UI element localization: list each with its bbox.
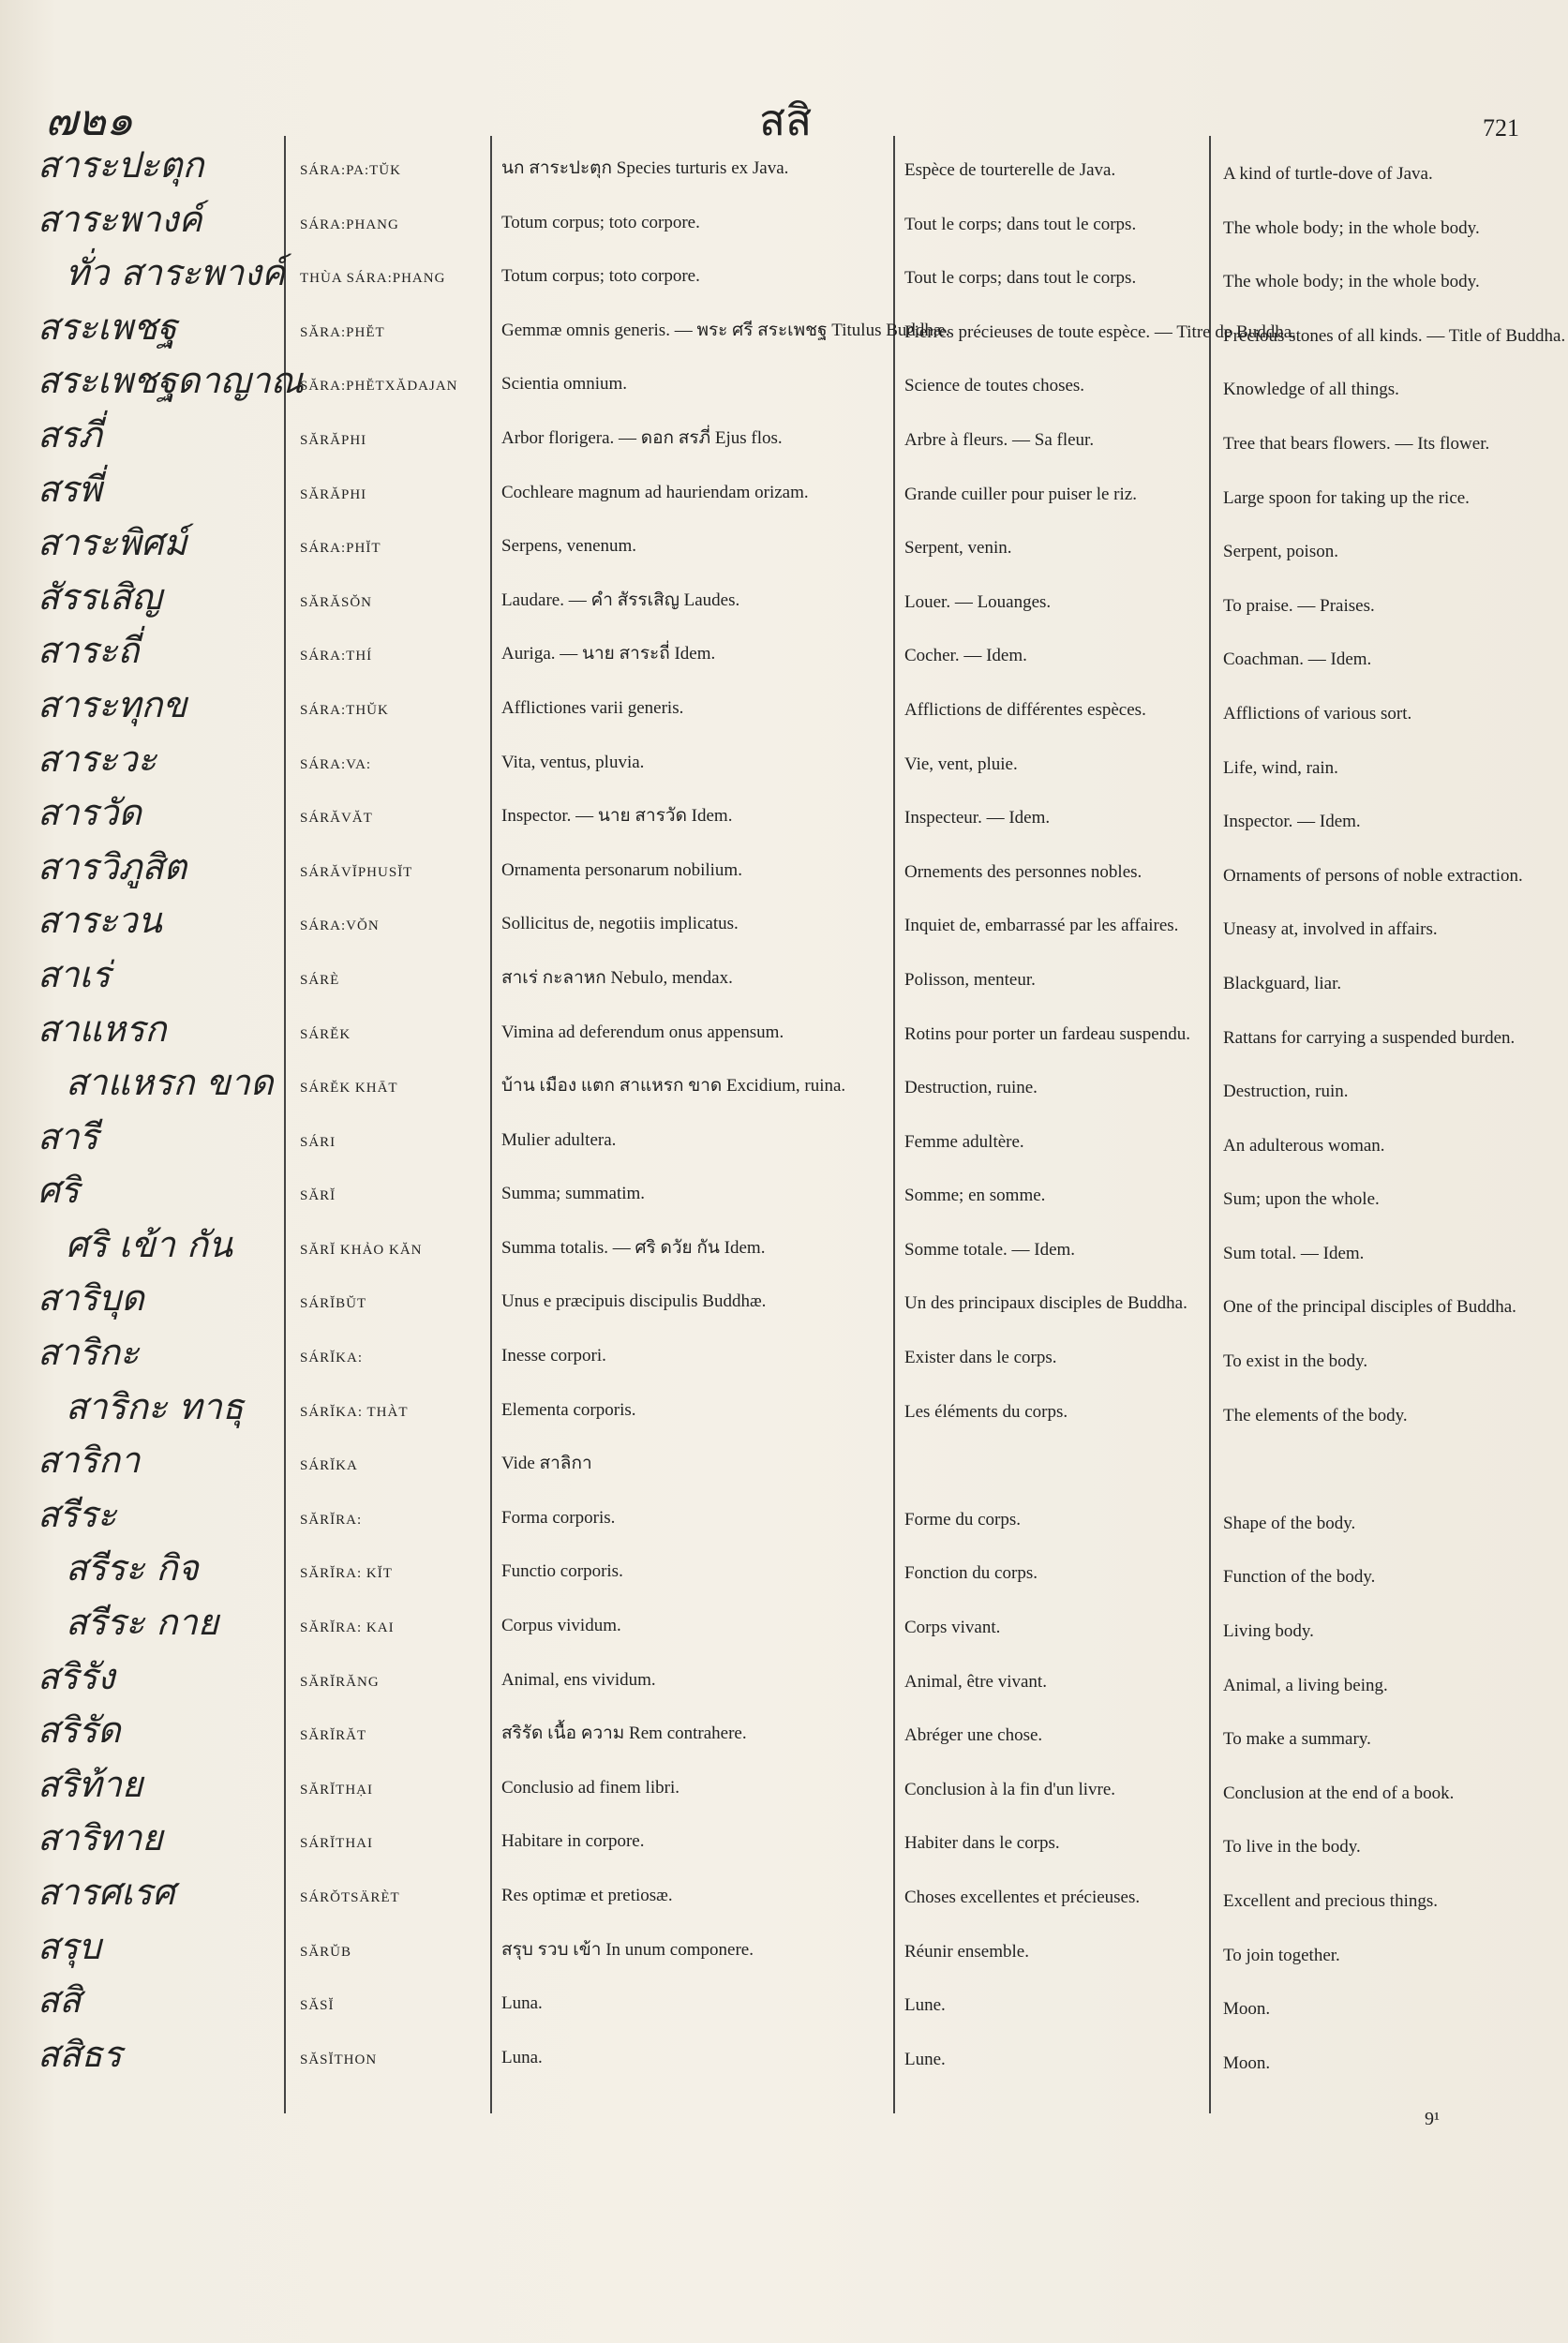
entry-row <box>0 250 1568 305</box>
entry-transliteration: SÁRĬBŬT <box>300 1296 367 1312</box>
entry-transliteration: SĂRĬ KHẢO KĂN <box>300 1242 423 1258</box>
entry-row <box>0 1870 1568 1924</box>
entry-english: Sum total. — Idem. <box>1223 1243 1365 1263</box>
entry-english: Moon. <box>1223 2052 1271 2073</box>
entry-transliteration: SĂRŬB <box>300 1944 352 1960</box>
entry-transliteration: SĂRĬRA: KĬT <box>300 1566 393 1582</box>
entry-english: Large spoon for taking up the rice. <box>1223 487 1470 508</box>
entry-headword: สรุบ <box>37 1925 101 1967</box>
entry-row <box>0 628 1568 682</box>
entry-transliteration: SĂRĂSŎN <box>300 594 373 610</box>
entry-english: Living body. <box>1223 1621 1314 1642</box>
entry-french: Lune. <box>904 2049 946 2069</box>
entry-french: Abréger une chose. <box>904 1725 1043 1746</box>
entry-list <box>0 142 1568 2085</box>
entry-english: Life, wind, rain. <box>1223 757 1338 778</box>
entry-headword: สาแหรก <box>37 1007 167 1050</box>
entry-latin: สรุบ รวบ เข้า In unum componere. <box>501 1939 754 1960</box>
entry-english: Afflictions of various sort. <box>1223 703 1412 724</box>
entry-transliteration: SÁRĬKA: THÀT <box>300 1404 409 1420</box>
entry-english: Conclusion at the end of a book. <box>1223 1783 1455 1803</box>
entry-transliteration: SÁRĔK KHĀT <box>300 1081 398 1097</box>
entry-english: To praise. — Praises. <box>1223 595 1375 616</box>
entry-transliteration: SÁRĂVĂT <box>300 811 373 827</box>
entry-transliteration: SÁRA:VŎN <box>300 918 380 934</box>
entry-row <box>0 790 1568 844</box>
entry-french: Louer. — Louanges. <box>904 591 1052 612</box>
entry-transliteration: SÁRA:THÍ <box>300 649 373 664</box>
entry-transliteration: SÁRĬKA <box>300 1458 358 1474</box>
entry-latin: Inspector. — นาย สารวัด Idem. <box>501 806 733 827</box>
entry-french: Somme totale. — Idem. <box>904 1239 1076 1260</box>
entry-latin: Habitare in corpore. <box>501 1831 645 1852</box>
entry-headword: สริรัง <box>37 1655 115 1697</box>
entry-french: Afflictions de différentes espèces. <box>904 699 1146 720</box>
entry-french: Pierres précieuses de toute espèce. — Titre de Buddha. <box>904 321 1296 342</box>
entry-headword: สสิธร <box>37 2033 122 2075</box>
entry-transliteration: SÁRA:PHĬT <box>300 541 381 557</box>
entry-english: To join together. <box>1223 1945 1340 1965</box>
entry-latin: Res optimæ et pretiosæ. <box>501 1886 673 1905</box>
entry-row <box>0 844 1568 899</box>
entry-latin: Afflictiones varii generis. <box>501 697 684 718</box>
entry-transliteration: SĂSĬTHON <box>300 2052 378 2067</box>
entry-headword: สรีระ กิจ <box>66 1547 199 1589</box>
entry-latin: Summa totalis. — ศริ ดวัย กัน Idem. <box>501 1237 766 1258</box>
entry-latin: Summa; summatim. <box>501 1184 646 1204</box>
entry-row <box>0 1762 1568 1816</box>
entry-french: Inquiet de, embarrassé par les affaires. <box>904 916 1179 936</box>
entry-latin: Sollicitus de, negotiis implicatus. <box>501 914 739 934</box>
entry-french: Fonction du corps. <box>904 1563 1038 1584</box>
entry-english: Inspector. — Idem. <box>1223 812 1361 832</box>
entry-row <box>0 1924 1568 1978</box>
entry-french: Corps vivant. <box>904 1618 1001 1638</box>
entry-row <box>0 1276 1568 1330</box>
entry-english: Excellent and precious things. <box>1223 1891 1438 1911</box>
entry-latin: Inesse corpori. <box>501 1346 606 1366</box>
entry-transliteration: SÁRA:THŬK <box>300 702 389 718</box>
entry-latin: Conclusio ad finem libri. <box>501 1777 679 1798</box>
entry-headword: สารวัด <box>37 792 142 834</box>
entry-latin: Serpens, venenum. <box>501 536 637 557</box>
entry-english: Destruction, ruin. <box>1223 1082 1349 1102</box>
entry-french: Grande cuiller pour puiser le riz. <box>904 484 1137 504</box>
entry-headword: ศริ <box>37 1170 80 1212</box>
entry-transliteration: SĂRĬRA: KAI <box>300 1620 395 1636</box>
entry-transliteration: SĂSĬ <box>300 1998 335 2014</box>
entry-french: Forme du corps. <box>904 1509 1022 1530</box>
entry-headword: สาระปะตุก <box>37 144 204 186</box>
entry-latin: Corpus vividum. <box>501 1616 621 1636</box>
entry-french: Un des principaux disciples de Buddha. <box>904 1293 1187 1314</box>
entry-transliteration: SÁRÈ <box>300 972 340 988</box>
entry-row <box>0 305 1568 359</box>
entry-english: Rattans for carrying a suspended burden. <box>1223 1027 1516 1048</box>
entry-latin: Arbor florigera. — ดอก สรภี่ Ejus flos. <box>501 427 783 448</box>
entry-latin: Ornamenta personarum nobilium. <box>501 859 742 880</box>
entry-french: Choses excellentes et précieuses. <box>904 1888 1141 1907</box>
entry-headword: สาระถี่ <box>37 630 140 672</box>
entry-headword: สระเพชฐ <box>37 306 177 348</box>
entry-transliteration: SÁRA:PA:TŬK <box>300 163 401 178</box>
entry-french: Rotins pour porter un fardeau suspendu. <box>904 1023 1190 1044</box>
entry-row <box>0 197 1568 251</box>
entry-french: Tout le corps; dans tout le corps. <box>904 268 1137 289</box>
entry-row <box>0 1977 1568 2032</box>
entry-french: Habiter dans le corps. <box>904 1833 1060 1854</box>
entry-french: Animal, être vivant. <box>904 1671 1047 1692</box>
entry-english: Blackguard, liar. <box>1223 973 1342 993</box>
entry-english: Coachman. — Idem. <box>1223 649 1372 670</box>
entry-headword: สารวิภูสิต <box>37 845 187 888</box>
entry-french: Réunir ensemble. <box>904 1941 1029 1962</box>
entry-english: To live in the body. <box>1223 1837 1361 1858</box>
entry-row <box>0 737 1568 791</box>
entry-english: Shape of the body. <box>1223 1513 1356 1533</box>
entry-latin: Unus e præcipuis discipulis Buddhæ. <box>501 1291 767 1312</box>
entry-transliteration: SÁRĬKA: <box>300 1351 364 1366</box>
entry-english: A kind of turtle-dove of Java. <box>1223 164 1433 184</box>
entry-latin: Totum corpus; toto corpore. <box>501 266 700 287</box>
entry-french: Polisson, menteur. <box>904 969 1036 990</box>
entry-headword: สาริบุด <box>37 1277 144 1320</box>
entry-latin: Auriga. — นาย สาระถี่ Idem. <box>501 644 716 664</box>
entry-transliteration: SÁRI <box>300 1134 336 1150</box>
entry-english: The elements of the body. <box>1223 1405 1408 1425</box>
entry-latin: Scientia omnium. <box>501 374 628 395</box>
entry-transliteration: SĂRA:PHĔTXĂDAJAN <box>300 379 458 395</box>
entry-transliteration: SÁRĂVĬPHUSĬT <box>300 864 413 880</box>
entry-transliteration: SÁRA:VA: <box>300 756 372 772</box>
entry-headword: สรภี่ <box>37 413 102 455</box>
entry-transliteration: SĂRĬ <box>300 1188 336 1204</box>
entry-transliteration: SĂRĬRĂT <box>300 1728 367 1744</box>
entry-english: Sum; upon the whole. <box>1223 1189 1380 1210</box>
entry-headword: สาริกา <box>37 1440 141 1482</box>
entry-headword: สริรัด <box>37 1709 121 1752</box>
entry-row <box>0 682 1568 737</box>
entry-transliteration: SĂRĬRĂNG <box>300 1674 380 1690</box>
entry-transliteration: SĂRĂPHI <box>300 486 367 502</box>
entry-row <box>0 1492 1568 1546</box>
entry-row <box>0 898 1568 952</box>
entry-row <box>0 358 1568 412</box>
entry-latin: สริรัด เนื้อ ความ Rem contrahere. <box>501 1724 747 1744</box>
entry-latin: Functio corporis. <box>501 1561 623 1582</box>
entry-headword: สาเร่ <box>37 953 111 995</box>
entry-english: Uneasy at, involved in affairs. <box>1223 919 1438 940</box>
entry-transliteration: SÁRA:PHANG <box>300 216 399 232</box>
entry-latin: Vimina ad deferendum onus appensum. <box>501 1022 784 1042</box>
entry-french: Tout le corps; dans tout le corps. <box>904 214 1137 234</box>
entry-french: Femme adultère. <box>904 1131 1024 1152</box>
entry-headword: สารี <box>37 1115 98 1157</box>
entry-latin: Laudare. — คำ สัรรเสิญ Laudes. <box>501 589 740 610</box>
entry-row <box>0 520 1568 575</box>
entry-transliteration: SĂRĬTHẠI <box>300 1782 373 1798</box>
running-head: สสิ <box>759 95 813 145</box>
entry-english: Knowledge of all things. <box>1223 380 1399 400</box>
entry-french: Cocher. — Idem. <box>904 646 1027 666</box>
entry-english: Function of the body. <box>1223 1567 1376 1588</box>
entry-french: Destruction, ruine. <box>904 1078 1038 1098</box>
entry-row <box>0 575 1568 629</box>
entry-english: Tree that bears flowers. — Its flower. <box>1223 433 1490 454</box>
entry-english: Moon. <box>1223 1999 1271 2020</box>
entry-row <box>0 467 1568 521</box>
entry-row <box>0 142 1568 197</box>
entry-french: Conclusion à la fin d'un livre. <box>904 1779 1116 1799</box>
entry-latin: Vide สาลิกา <box>501 1454 592 1474</box>
entry-latin: นก สาระปะตุก Species turturis ex Java. <box>501 158 789 178</box>
entry-row <box>0 1545 1568 1600</box>
entry-headword: สริท้าย <box>37 1763 143 1805</box>
entry-transliteration: SÁRĬTHAI <box>300 1836 373 1852</box>
entry-french: Les éléments du corps. <box>904 1401 1068 1422</box>
entry-latin: Forma corporis. <box>501 1507 616 1528</box>
entry-headword: สาระวะ <box>37 738 157 780</box>
page-number-thai: ๗๒๑ <box>45 95 134 145</box>
entry-english: To exist in the body. <box>1223 1351 1368 1372</box>
entry-latin: สาเร่ กะลาหก Nebulo, mendax. <box>501 967 733 988</box>
entry-row <box>0 1114 1568 1169</box>
entry-english: Animal, a living being. <box>1223 1675 1388 1695</box>
entry-headword: สาระพิศม์ <box>37 522 187 564</box>
entry-english: To make a summary. <box>1223 1729 1371 1750</box>
entry-row <box>0 1330 1568 1384</box>
entry-headword: สัรรเสิญ <box>37 575 162 618</box>
entry-transliteration: SÁRŎTSÄRÈT <box>300 1890 400 1905</box>
entry-french: Somme; en somme. <box>904 1186 1046 1206</box>
entry-row <box>0 1060 1568 1114</box>
entry-headword: สาริทาย <box>37 1817 163 1859</box>
entry-row <box>0 1815 1568 1870</box>
entry-latin: Luna. <box>501 1993 543 2014</box>
entry-english: Precious stones of all kinds. — Title of Buddha. <box>1223 325 1566 346</box>
entry-transliteration: THÙA SÁRA:PHANG <box>300 271 446 287</box>
entry-headword: สารศเรศ <box>37 1872 175 1913</box>
page-number: 721 <box>1483 114 1519 142</box>
entry-latin: Totum corpus; toto corpore. <box>501 212 700 232</box>
entry-headword: ศริ เข้า กัน <box>66 1223 232 1265</box>
entry-french: Lune. <box>904 1995 946 2016</box>
entry-french: Serpent, venin. <box>904 538 1012 559</box>
entry-latin: Animal, ens vividum. <box>501 1669 656 1690</box>
entry-headword: สรีระ กาย <box>66 1602 219 1644</box>
entry-french: Exister dans le corps. <box>904 1348 1057 1368</box>
entry-row <box>0 1600 1568 1654</box>
entry-row <box>0 1384 1568 1439</box>
entry-headword: สาริกะ <box>37 1332 140 1374</box>
entry-row <box>0 1222 1568 1276</box>
entry-transliteration: SĂRĂPHI <box>300 432 367 448</box>
entry-latin: บ้าน เมือง แตก สาแหรก ขาด Excidium, ruina. <box>501 1076 846 1097</box>
signature-mark: 9¹ <box>1425 2109 1440 2129</box>
entry-transliteration: SÁRĔK <box>300 1026 351 1042</box>
entry-latin: Luna. <box>501 2047 543 2067</box>
entry-transliteration: SĂRA:PHĔT <box>300 324 385 340</box>
entry-headword: ทั่ว สาระพางค์ <box>66 252 286 294</box>
entry-headword: สาแหรก ขาด <box>66 1062 274 1104</box>
entry-headword: สาระทุกข <box>37 683 187 725</box>
entry-french: Inspecteur. — Idem. <box>904 808 1051 828</box>
entry-french: Ornements des personnes nobles. <box>904 861 1142 882</box>
entry-french: Espèce de tourterelle de Java. <box>904 160 1116 180</box>
entry-latin: Vita, ventus, pluvia. <box>501 752 645 772</box>
entry-headword: สระเพชฐดาญาณ <box>37 360 304 402</box>
entry-headword: สาริกะ ทาธุ <box>66 1385 245 1427</box>
entry-latin: Cochleare magnum ad hauriendam orizam. <box>501 482 809 502</box>
entry-row <box>0 1007 1568 1061</box>
entry-row <box>0 2032 1568 2086</box>
entry-french: Vie, vent, pluie. <box>904 754 1018 774</box>
entry-latin: Gemmæ omnis generis. — พระ ศรี สระเพชฐ Titulus Buddhæ. <box>501 320 950 340</box>
entry-english: The whole body; in the whole body. <box>1223 272 1480 292</box>
entry-headword: สาระวน <box>37 900 162 942</box>
entry-french: Arbre à fleurs. — Sa fleur. <box>904 429 1095 450</box>
entry-headword: สสิ <box>37 1979 82 2022</box>
entry-french: Science de toutes choses. <box>904 376 1085 396</box>
entry-transliteration: SĂRĬRA: <box>300 1512 363 1528</box>
entry-headword: สรพี่ <box>37 468 102 510</box>
entry-row <box>0 412 1568 467</box>
entry-english: One of the principal disciples of Buddha. <box>1223 1297 1516 1318</box>
entry-row <box>0 1438 1568 1492</box>
entry-english: Serpent, poison. <box>1223 542 1338 562</box>
entry-english: The whole body; in the whole body. <box>1223 217 1480 238</box>
entry-latin: Mulier adultera. <box>501 1129 617 1150</box>
entry-row <box>0 952 1568 1007</box>
entry-row <box>0 1168 1568 1222</box>
entry-english: Ornaments of persons of noble extraction. <box>1223 865 1523 886</box>
entry-latin: Elementa corporis. <box>501 1399 636 1420</box>
entry-row <box>0 1654 1568 1709</box>
entry-headword: สาระพางค์ <box>37 198 202 240</box>
entry-headword: สรีระ <box>37 1493 117 1535</box>
entry-row <box>0 1708 1568 1762</box>
entry-english: An adulterous woman. <box>1223 1135 1385 1156</box>
